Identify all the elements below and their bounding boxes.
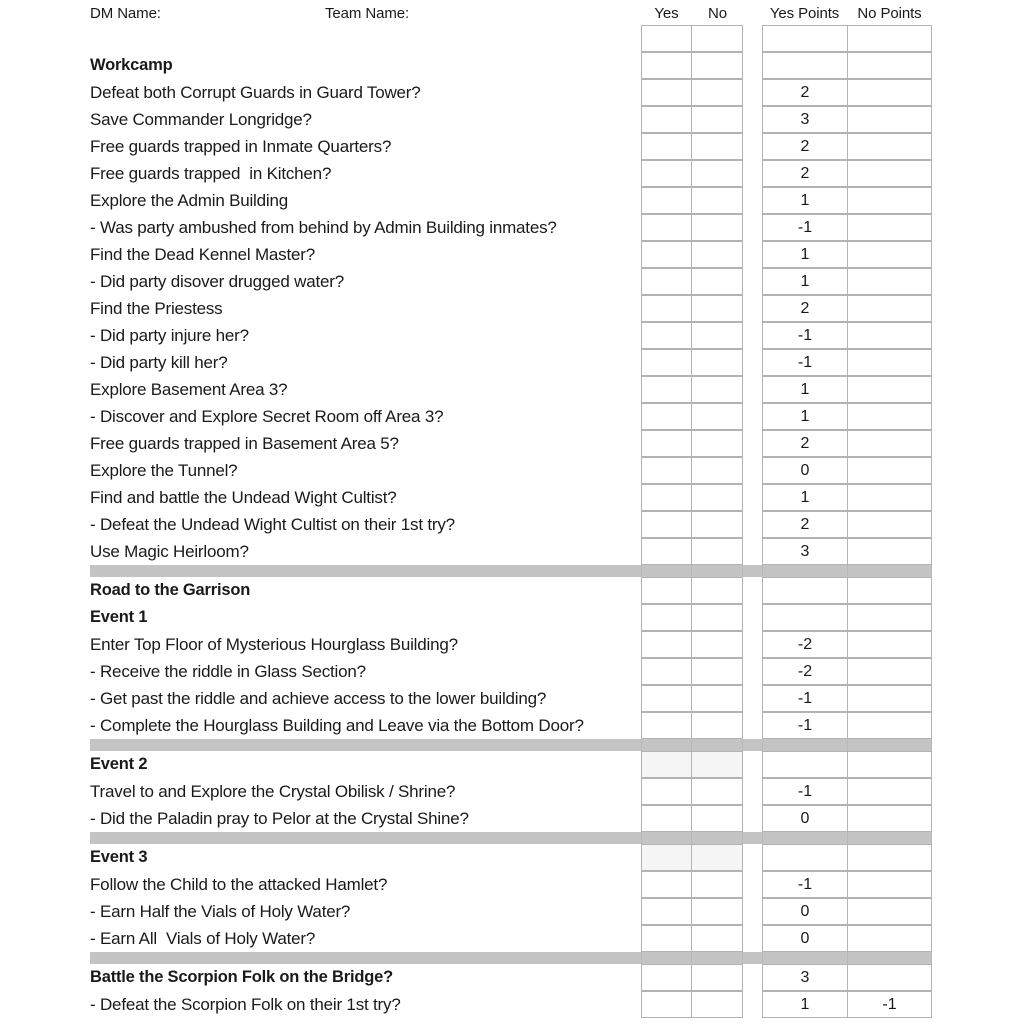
table-row <box>0 295 1024 322</box>
no-checkbox-cell[interactable] <box>691 52 743 79</box>
yes-checkbox-cell[interactable] <box>641 241 692 268</box>
separator-bar-segment <box>641 739 692 751</box>
objective-label: Travel to and Explore the Crystal Obilisk / Shrine? <box>90 782 456 801</box>
yes-points-cell: 0 <box>762 457 848 484</box>
yes-checkbox-cell[interactable] <box>641 295 692 322</box>
yes-points-cell: 3 <box>762 106 848 133</box>
yes-points-cell: 1 <box>762 268 848 295</box>
yes-checkbox-cell[interactable] <box>641 964 692 991</box>
yes-points-cell <box>762 751 848 778</box>
table-row <box>0 403 1024 430</box>
table-row <box>0 376 1024 403</box>
yes-checkbox-cell[interactable] <box>641 577 692 604</box>
table-row <box>0 712 1024 739</box>
table-row <box>0 805 1024 832</box>
no-checkbox-cell[interactable] <box>691 241 743 268</box>
yes-points-cell: 3 <box>762 964 848 991</box>
objective-label: - Did party kill her? <box>90 353 228 372</box>
yes-points-cell: -1 <box>762 871 848 898</box>
objective-label: Free guards trapped in Basement Area 5? <box>90 434 399 453</box>
table-row <box>0 79 1024 106</box>
no-checkbox-cell[interactable] <box>691 25 743 52</box>
yes-points-cell: 1 <box>762 991 848 1018</box>
yes-checkbox-cell[interactable] <box>641 844 692 871</box>
table-row <box>0 631 1024 658</box>
separator-bar-segment <box>762 739 848 751</box>
no-checkbox-cell[interactable] <box>691 79 743 106</box>
yes-points-cell: -1 <box>762 778 848 805</box>
no-points-cell <box>847 376 932 403</box>
yes-checkbox-cell[interactable] <box>641 106 692 133</box>
no-points-cell <box>847 511 932 538</box>
no-points-cell <box>847 844 932 871</box>
separator-bar-segment <box>762 952 848 964</box>
yes-checkbox-cell[interactable] <box>641 631 692 658</box>
yes-checkbox-cell[interactable] <box>641 322 692 349</box>
separator-bar-segment <box>641 832 692 844</box>
no-checkbox-cell[interactable] <box>691 322 743 349</box>
no-checkbox-cell[interactable] <box>691 604 743 631</box>
table-row <box>0 457 1024 484</box>
no-points-cell <box>847 898 932 925</box>
no-points-cell <box>847 187 932 214</box>
objective-label: Free guards trapped in Inmate Quarters? <box>90 137 392 156</box>
table-row <box>0 430 1024 457</box>
yes-checkbox-cell[interactable] <box>641 52 692 79</box>
no-checkbox-cell[interactable] <box>691 214 743 241</box>
yes-points-cell <box>762 25 848 52</box>
scoresheet-rows <box>0 25 1024 1018</box>
table-row <box>0 991 1024 1018</box>
yes-points-cell <box>762 52 848 79</box>
table-row <box>0 133 1024 160</box>
dm-name-label: DM Name: <box>90 4 161 22</box>
no-checkbox-cell[interactable] <box>691 538 743 565</box>
yes-checkbox-cell[interactable] <box>641 712 692 739</box>
section-separator <box>0 832 1024 844</box>
table-row <box>0 871 1024 898</box>
yes-points-cell: 2 <box>762 79 848 106</box>
table-row <box>0 898 1024 925</box>
no-points-cell <box>847 214 932 241</box>
separator-bar <box>90 739 932 751</box>
yes-points-cell <box>762 604 848 631</box>
yes-checkbox-cell[interactable] <box>641 25 692 52</box>
section-title: Event 3 <box>90 848 148 867</box>
no-points-cell <box>847 349 932 376</box>
no-points-cell <box>847 658 932 685</box>
section-title: Road to the Garrison <box>90 581 251 600</box>
separator-bar <box>90 565 932 577</box>
yes-checkbox-cell[interactable] <box>641 511 692 538</box>
table-row <box>0 349 1024 376</box>
yes-points-cell: 1 <box>762 403 848 430</box>
no-checkbox-cell[interactable] <box>691 430 743 457</box>
table-row <box>0 241 1024 268</box>
separator-bar-segment <box>847 565 932 577</box>
table-row <box>0 658 1024 685</box>
objective-label: - Defeat the Undead Wight Cultist on their 1st try? <box>90 515 455 534</box>
no-checkbox-cell[interactable] <box>691 925 743 952</box>
no-checkbox-cell[interactable] <box>691 751 743 778</box>
yes-checkbox-cell[interactable] <box>641 484 692 511</box>
yes-checkbox-cell[interactable] <box>641 403 692 430</box>
yes-points-cell: 1 <box>762 376 848 403</box>
objective-label: Find and battle the Undead Wight Cultist? <box>90 488 397 507</box>
table-row <box>0 106 1024 133</box>
separator-bar-segment <box>847 832 932 844</box>
yes-points-cell: 0 <box>762 925 848 952</box>
objective-label: Find the Dead Kennel Master? <box>90 245 315 264</box>
objective-label: Explore Basement Area 3? <box>90 380 288 399</box>
separator-bar-segment <box>847 739 932 751</box>
no-checkbox-cell[interactable] <box>691 106 743 133</box>
yes-points-cell: -2 <box>762 631 848 658</box>
no-points-cell <box>847 751 932 778</box>
section-header-row <box>0 577 1024 604</box>
table-row <box>0 160 1024 187</box>
no-points-cell <box>847 322 932 349</box>
separator-bar-segment <box>847 952 932 964</box>
table-row <box>0 268 1024 295</box>
column-header-yes: Yes <box>654 4 679 22</box>
no-points-cell <box>847 778 932 805</box>
no-points-cell <box>847 712 932 739</box>
no-points-cell <box>847 430 932 457</box>
separator-bar-segment <box>641 952 692 964</box>
yes-points-cell <box>762 844 848 871</box>
no-points-cell <box>847 79 932 106</box>
table-row <box>0 925 1024 952</box>
objective-label: - Receive the riddle in Glass Section? <box>90 662 366 681</box>
no-points-cell <box>847 25 932 52</box>
objective-label: - Was party ambushed from behind by Admin Building inmates? <box>90 218 557 237</box>
yes-points-cell: -1 <box>762 214 848 241</box>
no-checkbox-cell[interactable] <box>691 160 743 187</box>
section-title: Event 2 <box>90 755 148 774</box>
yes-points-cell: 2 <box>762 160 848 187</box>
yes-checkbox-cell[interactable] <box>641 79 692 106</box>
yes-points-cell: 2 <box>762 133 848 160</box>
no-points-cell <box>847 295 932 322</box>
objective-label: Explore the Admin Building <box>90 191 288 210</box>
yes-points-cell: -1 <box>762 712 848 739</box>
no-checkbox-cell[interactable] <box>691 133 743 160</box>
yes-points-cell: -1 <box>762 349 848 376</box>
no-points-cell <box>847 160 932 187</box>
objective-label: - Did the Paladin pray to Pelor at the Crystal Shine? <box>90 809 469 828</box>
no-points-cell <box>847 685 932 712</box>
objective-label: Free guards trapped in Kitchen? <box>90 164 332 183</box>
no-checkbox-cell[interactable] <box>691 658 743 685</box>
section-title: Battle the Scorpion Folk on the Bridge? <box>90 968 393 987</box>
separator-bar-segment <box>691 565 743 577</box>
table-row <box>0 214 1024 241</box>
separator-bar-segment <box>691 739 743 751</box>
column-header-no-points: No Points <box>857 4 922 22</box>
column-header-yes-points: Yes Points <box>769 4 840 22</box>
no-points-cell <box>847 964 932 991</box>
separator-bar-segment <box>691 952 743 964</box>
no-points-cell <box>847 631 932 658</box>
no-points-cell: -1 <box>847 991 932 1018</box>
no-checkbox-cell[interactable] <box>691 268 743 295</box>
objective-label: - Get past the riddle and achieve access to the lower building? <box>90 689 547 708</box>
section-header-row <box>0 964 1024 991</box>
yes-checkbox-cell[interactable] <box>641 658 692 685</box>
yes-points-cell: -2 <box>762 658 848 685</box>
yes-points-cell: -1 <box>762 685 848 712</box>
no-points-cell <box>847 133 932 160</box>
no-checkbox-cell[interactable] <box>691 898 743 925</box>
no-points-cell <box>847 538 932 565</box>
objective-label: Save Commander Longridge? <box>90 110 312 129</box>
yes-checkbox-cell[interactable] <box>641 187 692 214</box>
team-name-label: Team Name: <box>325 4 410 22</box>
no-checkbox-cell[interactable] <box>691 403 743 430</box>
objective-label: Use Magic Heirloom? <box>90 542 249 561</box>
section-header-row <box>0 604 1024 631</box>
yes-points-cell: 1 <box>762 241 848 268</box>
no-points-cell <box>847 604 932 631</box>
yes-checkbox-cell[interactable] <box>641 214 692 241</box>
objective-label: Find the Priestess <box>90 299 223 318</box>
yes-checkbox-cell[interactable] <box>641 778 692 805</box>
table-row <box>0 778 1024 805</box>
objective-label: Enter Top Floor of Mysterious Hourglass Building? <box>90 635 458 654</box>
objective-label: Follow the Child to the attacked Hamlet? <box>90 875 388 894</box>
no-checkbox-cell[interactable] <box>691 484 743 511</box>
no-checkbox-cell[interactable] <box>691 631 743 658</box>
yes-checkbox-cell[interactable] <box>641 430 692 457</box>
yes-points-cell: 1 <box>762 484 848 511</box>
no-checkbox-cell[interactable] <box>691 805 743 832</box>
yes-checkbox-cell[interactable] <box>641 160 692 187</box>
no-points-cell <box>847 925 932 952</box>
yes-points-cell: 3 <box>762 538 848 565</box>
yes-points-cell: 0 <box>762 805 848 832</box>
yes-checkbox-cell[interactable] <box>641 604 692 631</box>
yes-checkbox-cell[interactable] <box>641 457 692 484</box>
no-checkbox-cell[interactable] <box>691 991 743 1018</box>
objective-label: Defeat both Corrupt Guards in Guard Tower? <box>90 83 421 102</box>
no-points-cell <box>847 52 932 79</box>
section-title: Event 1 <box>90 608 148 627</box>
yes-points-cell: 2 <box>762 511 848 538</box>
section-separator <box>0 739 1024 751</box>
no-points-cell <box>847 457 932 484</box>
no-checkbox-cell[interactable] <box>691 844 743 871</box>
no-checkbox-cell[interactable] <box>691 376 743 403</box>
no-points-cell <box>847 268 932 295</box>
section-header-row <box>0 751 1024 778</box>
separator-bar <box>90 832 932 844</box>
table-row <box>0 511 1024 538</box>
no-checkbox-cell[interactable] <box>691 457 743 484</box>
separator-bar-segment <box>762 565 848 577</box>
objective-label: - Defeat the Scorpion Folk on their 1st try? <box>90 995 401 1014</box>
objective-label: - Did party injure her? <box>90 326 249 345</box>
no-points-cell <box>847 403 932 430</box>
no-points-cell <box>847 871 932 898</box>
table-row <box>0 25 1024 52</box>
separator-bar-segment <box>762 832 848 844</box>
no-checkbox-cell[interactable] <box>691 685 743 712</box>
no-points-cell <box>847 241 932 268</box>
no-points-cell <box>847 106 932 133</box>
yes-checkbox-cell[interactable] <box>641 925 692 952</box>
no-points-cell <box>847 484 932 511</box>
section-separator <box>0 565 1024 577</box>
objective-label: - Complete the Hourglass Building and Leave via the Bottom Door? <box>90 716 584 735</box>
separator-bar <box>90 952 932 964</box>
no-points-cell <box>847 577 932 604</box>
yes-checkbox-cell[interactable] <box>641 991 692 1018</box>
objective-label: - Did party disover drugged water? <box>90 272 344 291</box>
yes-checkbox-cell[interactable] <box>641 376 692 403</box>
objective-label: - Earn Half the Vials of Holy Water? <box>90 902 351 921</box>
no-checkbox-cell[interactable] <box>691 964 743 991</box>
yes-points-cell: 2 <box>762 430 848 457</box>
section-header-row <box>0 844 1024 871</box>
table-row <box>0 187 1024 214</box>
section-header-row <box>0 52 1024 79</box>
no-checkbox-cell[interactable] <box>691 577 743 604</box>
yes-checkbox-cell[interactable] <box>641 268 692 295</box>
no-checkbox-cell[interactable] <box>691 511 743 538</box>
yes-points-cell: 1 <box>762 187 848 214</box>
no-checkbox-cell[interactable] <box>691 871 743 898</box>
section-separator <box>0 952 1024 964</box>
yes-points-cell: 2 <box>762 295 848 322</box>
yes-checkbox-cell[interactable] <box>641 871 692 898</box>
table-row <box>0 322 1024 349</box>
yes-checkbox-cell[interactable] <box>641 538 692 565</box>
no-points-cell <box>847 805 932 832</box>
objective-label: - Earn All Vials of Holy Water? <box>90 929 316 948</box>
separator-bar-segment <box>641 565 692 577</box>
yes-points-cell <box>762 577 848 604</box>
no-checkbox-cell[interactable] <box>691 295 743 322</box>
column-header-no: No <box>708 4 727 22</box>
section-title: Workcamp <box>90 56 173 75</box>
no-checkbox-cell[interactable] <box>691 349 743 376</box>
objective-label: Explore the Tunnel? <box>90 461 238 480</box>
table-row <box>0 538 1024 565</box>
yes-points-cell: -1 <box>762 322 848 349</box>
no-checkbox-cell[interactable] <box>691 187 743 214</box>
table-row <box>0 484 1024 511</box>
yes-points-cell: 0 <box>762 898 848 925</box>
no-checkbox-cell[interactable] <box>691 712 743 739</box>
yes-checkbox-cell[interactable] <box>641 805 692 832</box>
yes-checkbox-cell[interactable] <box>641 133 692 160</box>
no-checkbox-cell[interactable] <box>691 778 743 805</box>
yes-checkbox-cell[interactable] <box>641 751 692 778</box>
separator-bar-segment <box>691 832 743 844</box>
yes-checkbox-cell[interactable] <box>641 898 692 925</box>
yes-checkbox-cell[interactable] <box>641 349 692 376</box>
objective-label: - Discover and Explore Secret Room off Area 3? <box>90 407 444 426</box>
yes-checkbox-cell[interactable] <box>641 685 692 712</box>
table-row <box>0 685 1024 712</box>
